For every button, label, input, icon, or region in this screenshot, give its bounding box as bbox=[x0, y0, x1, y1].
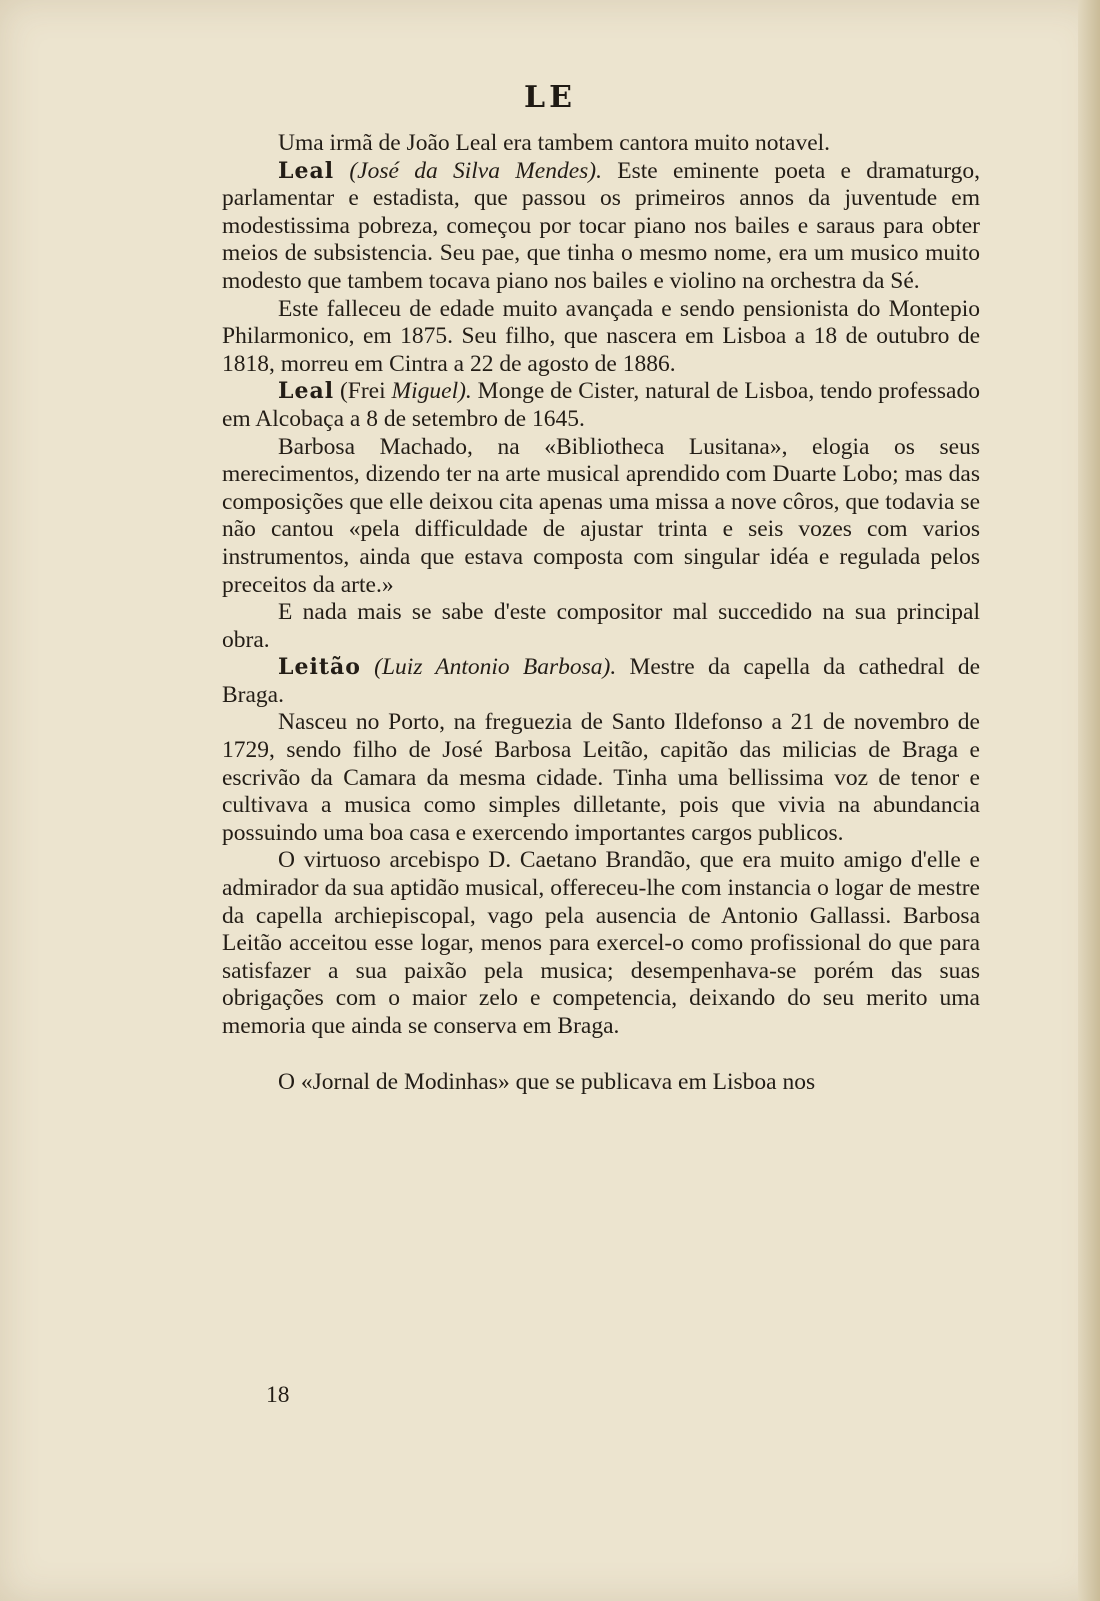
entry-paragraph: Leitão (Luiz Antonio Barbosa). Mestre da capella da cathedral de Braga. bbox=[222, 654, 981, 708]
paragraph: Uma irmã de João Leal era tambem cantora muito notavel. bbox=[278, 130, 831, 156]
entry-name: (José da Silva Mendes). bbox=[349, 157, 602, 184]
paragraph: O «Jornal de Modinhas» que se publicava em Lisboa nos bbox=[278, 1068, 816, 1095]
running-head: LE bbox=[524, 80, 576, 115]
paragraph: Nasceu no Porto, na freguezia de Santo Ildefonso a 21 de novembro de 1729, sendo filho de José Barbosa Leitão, capitão das milicias de Braga e escrivão da Camara da mesma cidade. Tinha uma bellissima voz de tenor e cultivava a musica como simples dilletante, pois que vivia na abundancia possuindo uma boa casa e exercendo importantes cargos publicos. bbox=[222, 709, 980, 846]
page-spine-edge bbox=[1078, 0, 1100, 1601]
page-number: 18 bbox=[266, 1382, 290, 1408]
entry-paragraph: Leal (José da Silva Mendes). Este eminente poeta e dramaturgo, parlamentar e estadista, que passou os primeiros annos da juventude em modestissima pobreza, começou por tocar piano nos bailes e saraus para obter meios de subsistencia. Seu pae, que tinha o mesmo nome, era um musico muito modesto que tambem tocava piano nos bailes e violino na orchestra da Sé. bbox=[222, 157, 980, 294]
entry-headword: Leal bbox=[278, 157, 335, 184]
entry-paragraph: Leal (Frei Miguel). Monge de Cister, natural de Lisboa, tendo professado em Alcobaça a 8 de setembro de 1645. bbox=[222, 378, 980, 432]
entry-headword: Leal bbox=[278, 378, 335, 405]
paragraph: E nada mais se sabe d'este compositor mal succedido na sua principal obra. bbox=[222, 599, 980, 653]
page-text bbox=[222, 130, 980, 1096]
paragraph: Barbosa Machado, na «Bibliotheca Lusitana», elogia os seus merecimentos, dizendo ter na arte musical aprendido com Duarte Lobo; mas das composições que elle deixou cita apenas uma missa a nove côros, que todavia se não cantou «pela difficuldade de ajustar trinta e seis vozes com varios instrumentos, ainda que estava composta com singular idéa e regulada pelos preceitos da arte.» bbox=[222, 433, 980, 598]
entry-name: (Luiz Antonio Barbosa). bbox=[374, 654, 617, 681]
entry-headword: Leitão bbox=[278, 654, 361, 681]
paragraph: Este falleceu de edade muito avançada e sendo pensionista do Montepio Philarmonico, em 1875. Seu filho, que nascera em Lisboa a 18 de outubro de 1818, morreu em Cintra a 22 de agosto de 1886. bbox=[222, 295, 980, 377]
entry-name: Miguel). bbox=[391, 378, 472, 405]
paragraph: O virtuoso arcebispo D. Caetano Brandão, que era muito amigo d'elle e admirador da sua aptidão musical, offereceu-lhe com instancia o logar de mestre da capella archiepiscopal, vago pela ausencia de Antonio Gallassi. Barbosa Leitão acceitou esse logar, menos para exercel-o como profissional do que para satisfazer a sua paixão pela musica; desempenhava-se porém das suas obrigações com o maior zelo e competencia, deixando do seu merito uma memoria que ainda se conserva em Braga. bbox=[222, 847, 980, 1039]
